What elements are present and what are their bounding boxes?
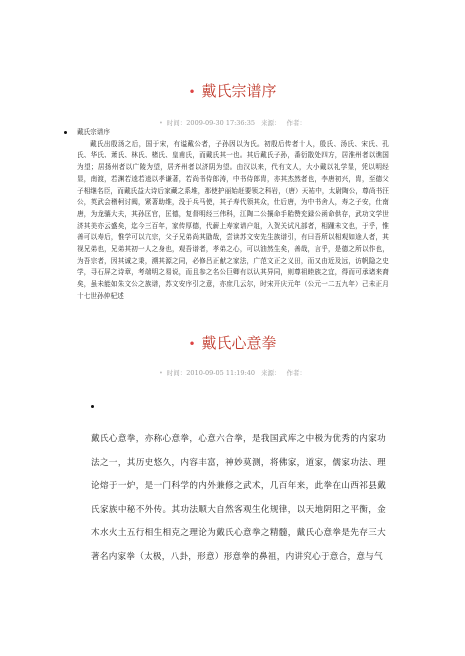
bullet-dot-icon: • [188, 337, 196, 351]
source-label: 来源： [261, 119, 281, 127]
time-value: 2009-09-30 17:36:35 [186, 119, 256, 127]
list-bullet-icon [64, 131, 67, 134]
source-label: 来源： [261, 369, 281, 377]
time-label: 时间： [166, 119, 187, 127]
time-label: 时间： [166, 369, 187, 377]
bullet-dot-icon: • [158, 119, 163, 127]
article-paragraph: 戴氏出殷汤之后，国于宋，有谥戴公者，子孙因以为氏。初殷后传者十人，殷氏、汤氏、宋氏、孔氏、华氏、萧氏、林氏、楮氏、皇甫氏，而戴氏其一也。其后戴氏子孙，番衍散处四方，居淮州者以谯国为望；居扬州者以广陵为望，居齐州者以济阴为望。由汉以来，代有文人，大小戴以礼学显，凭以明经显，南渡，若渊若逵若逵以孝谦著，若尚书侍郎涛，中书侍郎胄，亦其杰然者也，李唐初兴，胄，至德父子相继名臣，而戴氏益大诗后家藏之系堆，那使护丽始赶要领之科岩，（唐）天祐中，太尉陶公，尊尚书汪公，英武会稽柯讨阀，紧著助维，没于兵马使，其子寿代领其众，仕后唐，为中书舍人，寿之子安，仕南唐，为龙骧大夫，其孙匡官，匡德，复督明经三伟科，江陶二公攘命手貽赞充録公函命供存，武功文学世济其美亦云盛矣，迄今三百年，家传厚德，代薪上寿家谱户俎，入贺关试凡部者，相踵未文也，于乎，惟善可以寿后，惟学可以亢宗，父子兄弟尚其勖哉，尝读苏文安先生族谱引，有曰吾所以相观如途人者，其视兄弟也，兄弟其初一人之身也，观吾谱者，孝弟之心，可以油然生矣，善哉，言乎，是德之所以作也，为吾宗者，因其诚之秉，溯其源之同，必修吕正献之家法，广范文正之义田，而又由近及远，访帆隐之史学，寻石屏之诗章，考端明之易说，而且参之名公巨卿有以认其异同，则尊祖睦族之宜，得而可承诸来裔矣，虽未能如朱文公之族谱，苏文安序引之意，亦庶几云尔，时宋开庆元年（公元一二五九年）己未正月十七世孙仲杞述 [77, 139, 389, 300]
author-label: 作者： [286, 369, 307, 377]
article-meta [0, 369, 465, 378]
article-title-text: 戴氏心意拳 [201, 334, 277, 352]
article-paragraph: 戴氏心意拳，亦称心意拳，心意六合拳，是我国武库之中极为优秀的内家功法之一，其历史悠久，内容丰富，神妙莫测，将佛家，道家，儒家功法、理论熔于一炉，是一门科学的内外兼修之武术，几百年来，此拳在山西祁县戴氏家族中秘不外传。其功法顺大自然客观生化规律，以天地阴阳之平衡，金木水火土五行相生相克之理论为戴氏心意拳之精髓，戴氏心意拳是先存三大著名内家拳（太极，八卦，形意）形意拳的鼻祖，内讲究心于意合，意与气 [91, 434, 386, 562]
author-label: 作者： [286, 119, 307, 127]
article-body [77, 127, 389, 303]
article-title[interactable] [0, 334, 465, 353]
bullet-dot-icon: • [188, 85, 196, 99]
article-heading: 戴氏宗谱序 [77, 128, 110, 136]
time-value: 2010-09-05 11:19:40 [186, 369, 256, 377]
article-title[interactable] [0, 82, 465, 101]
bullet-dot-icon: • [158, 369, 163, 377]
article-body [91, 428, 386, 569]
article-title-text: 戴氏宗谱序 [201, 82, 277, 100]
list-bullet-icon [91, 405, 94, 408]
